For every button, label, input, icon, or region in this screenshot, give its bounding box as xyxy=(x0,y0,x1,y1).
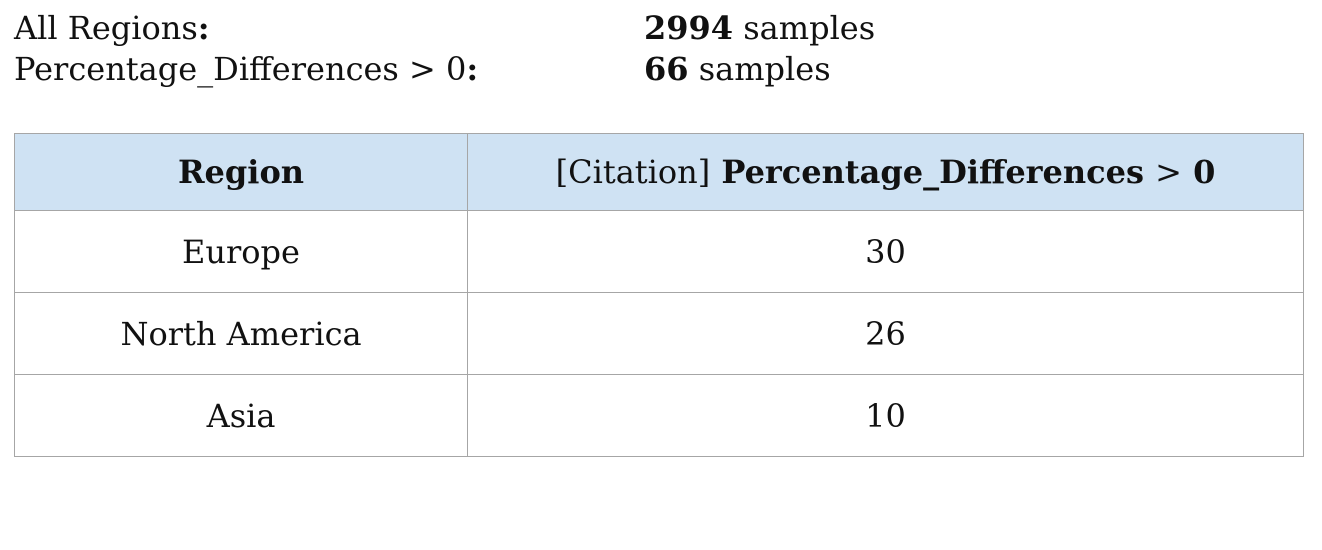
all-regions-label xyxy=(14,8,210,49)
cell-count: 26 xyxy=(468,293,1304,375)
cell-region: Asia xyxy=(15,375,468,457)
header-region: Region xyxy=(15,134,468,211)
all-regions-label-text: All Regions xyxy=(14,9,198,47)
all-regions-unit: samples xyxy=(743,9,876,47)
filtered-value xyxy=(644,49,831,90)
summary-row-all-regions xyxy=(14,8,1304,49)
filtered-colon: : xyxy=(466,50,479,88)
table-row xyxy=(15,375,1304,457)
cell-count: 30 xyxy=(468,211,1304,293)
all-regions-value xyxy=(644,8,875,49)
table-row xyxy=(15,211,1304,293)
region-table xyxy=(14,133,1304,457)
filtered-unit: samples xyxy=(698,50,831,88)
cell-region: North America xyxy=(15,293,468,375)
header-metric xyxy=(468,134,1304,211)
summary-row-filtered xyxy=(14,49,1304,90)
all-regions-colon: : xyxy=(197,9,210,47)
summary-block xyxy=(14,8,1304,90)
table-body xyxy=(15,211,1304,457)
header-row xyxy=(15,134,1304,211)
filtered-label-text: Percentage_Differences > 0 xyxy=(14,50,467,88)
header-threshold: 0 xyxy=(1193,153,1216,191)
filtered-count: 66 xyxy=(644,50,689,88)
filtered-label xyxy=(14,49,478,90)
header-metric-name: Percentage_Differences xyxy=(721,153,1145,191)
header-operator: > xyxy=(1155,153,1182,191)
all-regions-count: 2994 xyxy=(644,9,734,47)
table-row xyxy=(15,293,1304,375)
cell-region: Europe xyxy=(15,211,468,293)
cell-count: 10 xyxy=(468,375,1304,457)
table-header xyxy=(15,134,1304,211)
header-citation-prefix: [Citation] xyxy=(555,153,711,191)
